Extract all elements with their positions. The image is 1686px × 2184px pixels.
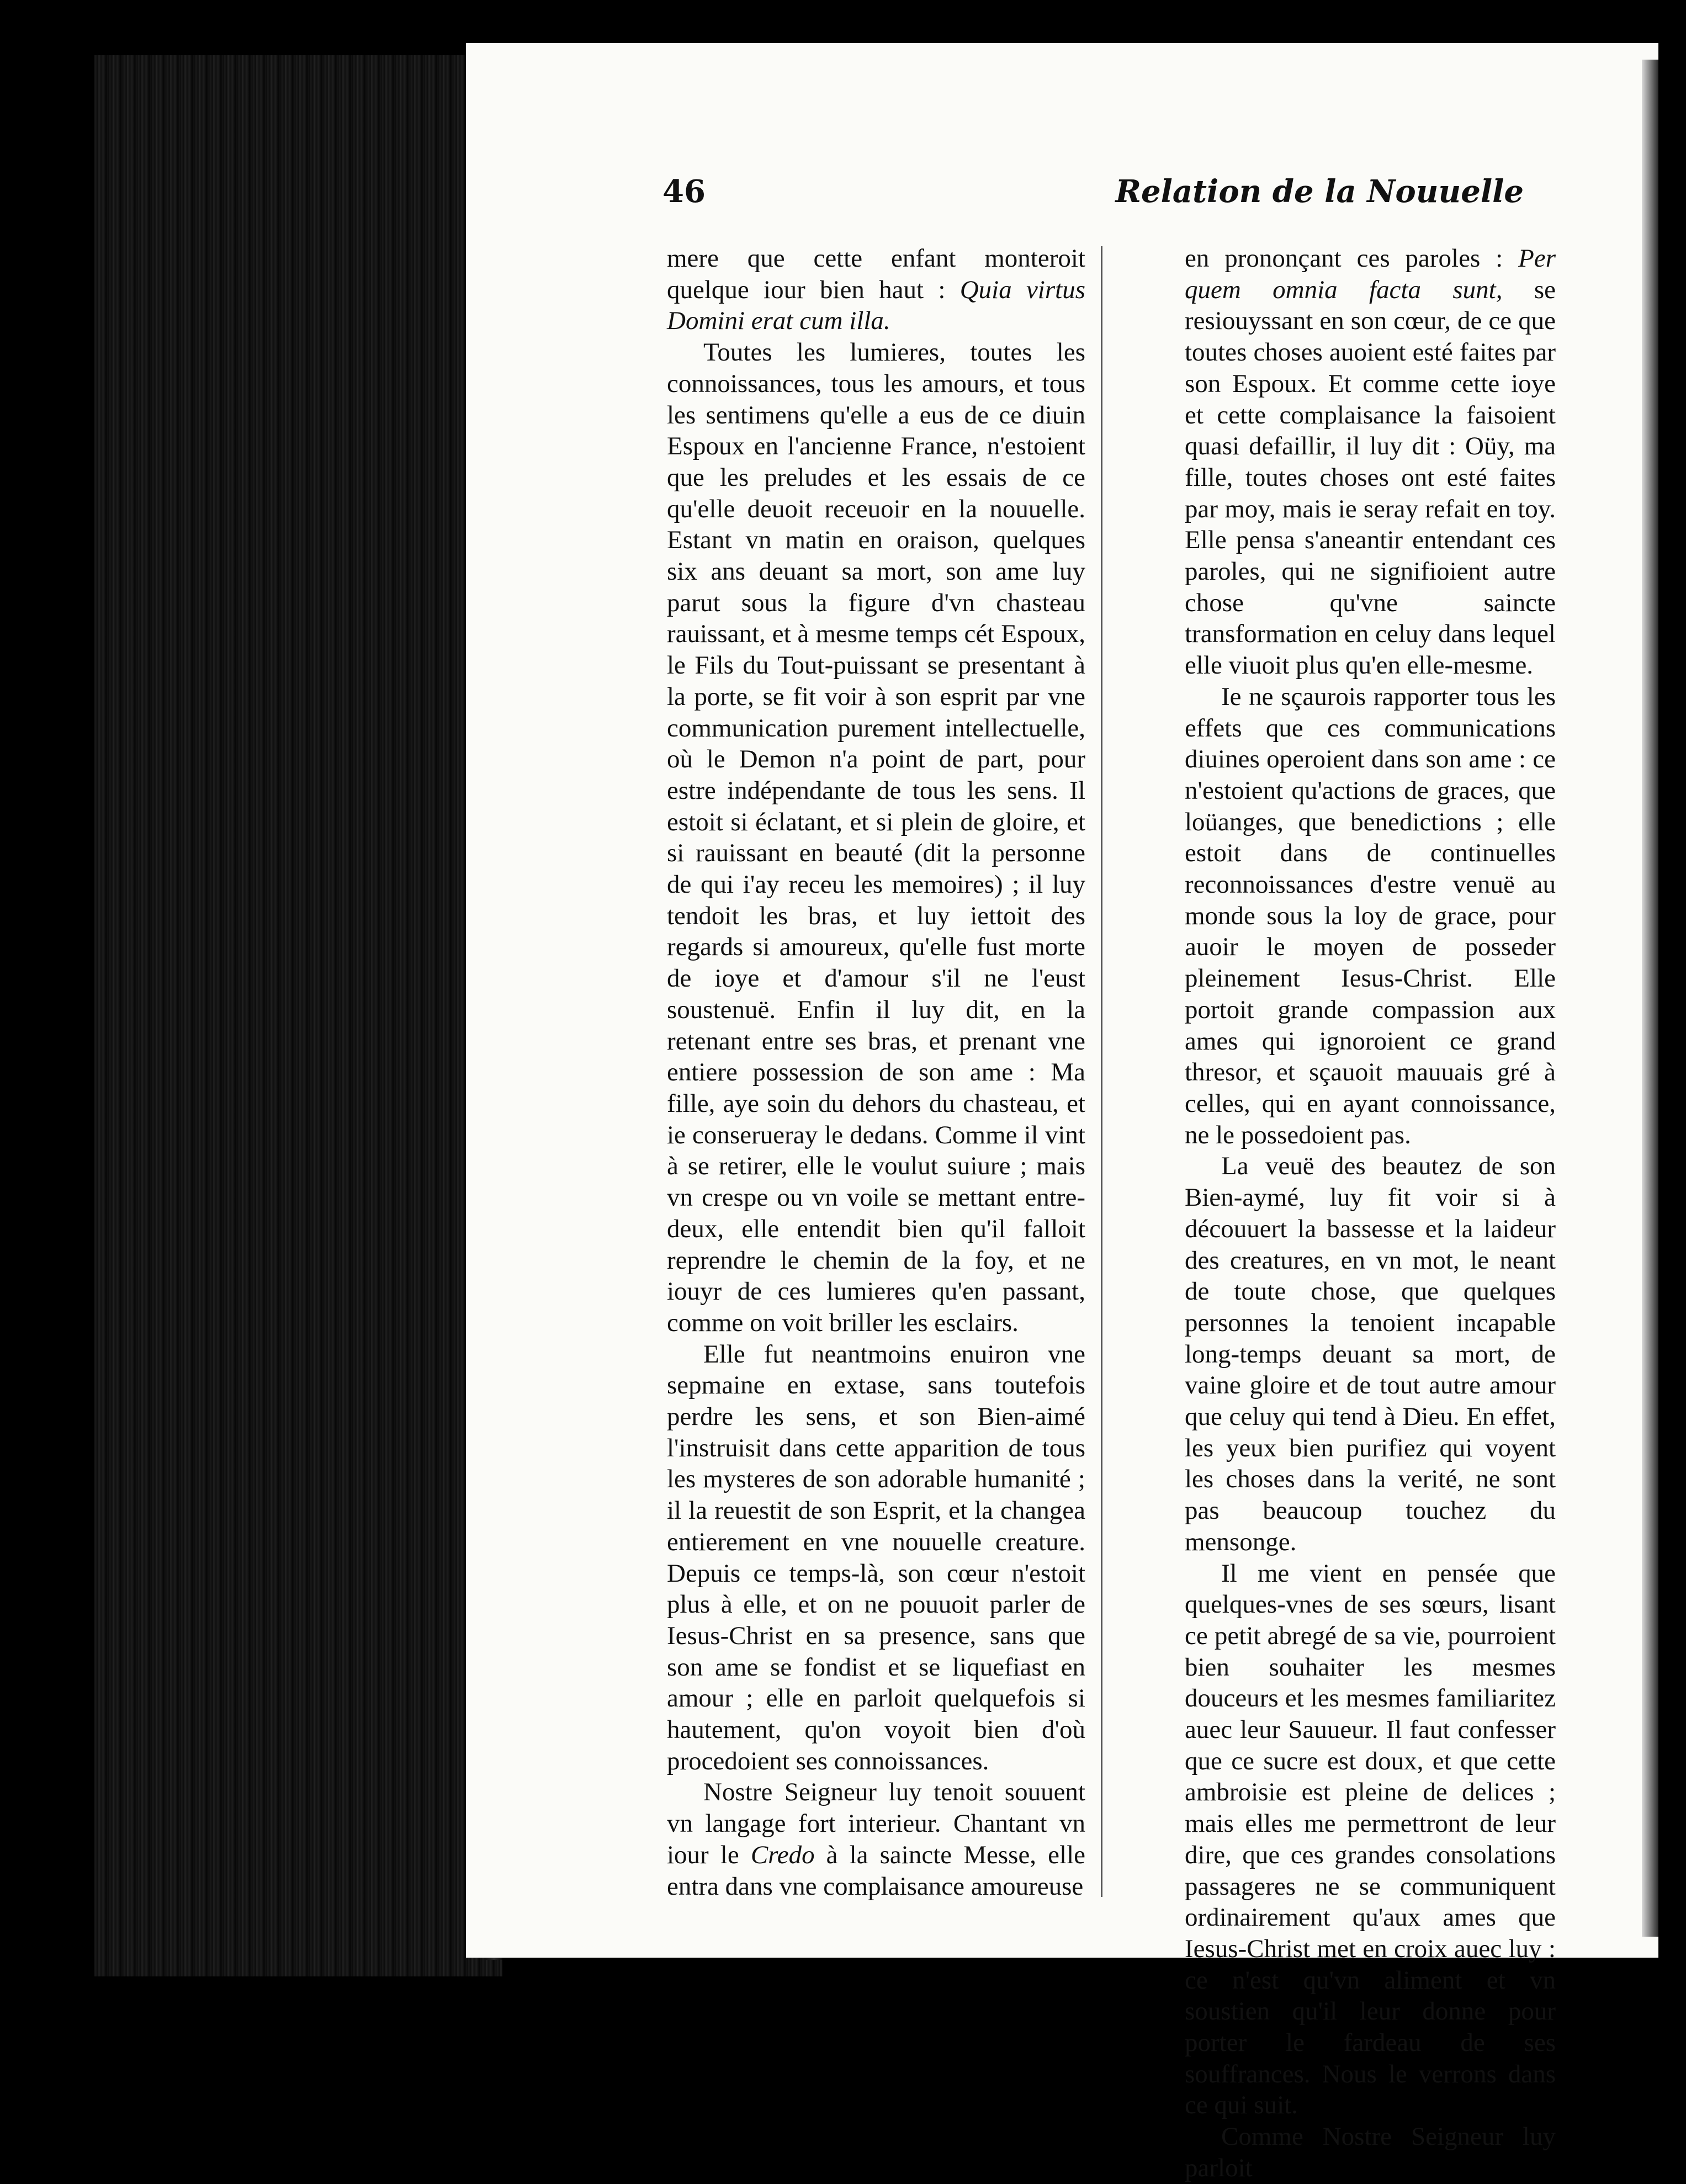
paragraph [1185, 2121, 1556, 2183]
text-segment: Toutes les lumieres, toutes les connoissances, tous les amours, et tous les sentimens qu'elle a eus de ce diuin Espoux en l'ancienne France, n'estoient que les preludes et les essais de ce qu'elle deuoit receuoir en la nouuelle. Estant vn matin en oraison, quelques six ans deuant sa mort, son ame luy parut sous la figure d'vn chasteau rauissant, et à mesme temps cét Espoux, le Fils du Tout-puissant se presentant à la porte, se fit voir à son esprit par vne communication purement intellectuelle, où le Demon n'a point de part, pour estre indépendante de tous les sens. Il estoit si éclatant, et si plein de gloire, et si rauissant en beauté (dit la personne de qui i'ay receu les memoires) ; il luy tendoit les bras, et luy iettoit des regards si amoureux, qu'elle fust morte de ioye et d'amour s'il ne l'eust soustenuë. Enfin il luy dit, en la retenant entre ses bras, et prenant vne entiere possession de son ame : Ma fille, aye soin du dehors du chasteau, et ie conserueray le dedans. Comme il vint à se retirer, elle le voulut suiure ; mais vn crespe ou vn voile se mettant entre-deux, elle entendit bien qu'il falloit reprendre le chemin de la foy, et ne iouyr de ces lumieres qu'en passant, comme on voit briller les esclairs. [667, 338, 1085, 1337]
text-segment: se resiouyssant en son cœur, de ce que toutes choses auoient esté faites par son Espoux. Et comme cette ioye et cette complaisance la faisoient quasi defaillir, il luy dit : Oüy, ma fille, toutes choses ont esté faites par moy, mais ie seray refait en toy. Elle pensa s'aneantir entendant ces paroles, qui ne signifioient autre chose qu'vne saincte transformation en celuy dans lequel elle viuoit plus qu'en elle-mesme. [1185, 275, 1556, 680]
paragraph [1185, 1151, 1556, 1557]
paragraph [1185, 681, 1556, 1151]
text-segment: Elle fut neantmoins enuiron vne sepmaine en extase, sans toutefois perdre les sens, et son Bien-aimé l'instruisit dans cette apparition de tous les mysteres de son adorable humanité ; il la reuestit de son Esprit, et la changea entierement en vne nouuelle creature. Depuis ce temps-là, son cœur n'estoit plus à elle, et on ne pouuoit parler de Iesus-Christ en sa presence, sans que son ame se fondist et se liquefiast en amour ; elle en parloit quelquefois si hautement, qu'on voyoit bien d'où procedoient ses connoissances. [667, 1339, 1085, 1775]
italic-text-segment: Per quem omnia facta sunt, [1185, 244, 1556, 304]
book-spine [94, 55, 502, 1976]
paragraph [667, 243, 1085, 337]
text-segment: en prononçant ces paroles : [1185, 244, 1519, 273]
page-number: 46 [662, 173, 706, 210]
text-segment: La veuë des beautez de son Bien-aymé, luy fit voir si à découuert la bassesse et la laideur des creatures, en vn mot, le neant de toute chose, que quelques personnes la tenoient incapable long-temps deuant sa mort, de vaine gloire et de tout autre amour que celuy qui tend à Dieu. En effet, les yeux bien purifiez qui voyent les choses dans la verité, ne sont pas beaucoup touchez du mensonge. [1185, 1152, 1556, 1556]
text-segment: à la saincte Messe, elle entra dans vne complaisance amoureuse [667, 1840, 1085, 1901]
page-gutter-shadow [1642, 60, 1658, 1937]
book-page [466, 43, 1658, 2182]
running-head [662, 173, 1524, 223]
text-segment: Ie ne sçaurois rapporter tous les effets que ces communications diuines operoient dans son ame : ce n'estoient qu'actions de graces, que loüanges, que benedictions ; elle estoit dans de continuelles reconnoissances d'estre venuë au monde sous la loy de grace, pour auoir le moyen de posseder pleinement Iesus-Christ. Elle portoit grande compassion aux ames qui ignoroient ce grand thresor, et sçauoit mauuais gré à celles, qui en ayant connoissance, ne le possedoient pas. [1185, 682, 1556, 1149]
column-divider [1101, 246, 1102, 1897]
text-segment: Comme Nostre Seigneur luy parloit [1185, 2122, 1556, 2182]
paragraph [667, 1339, 1085, 1777]
text-segment: Il me vient en pensée que quelques-vnes de ses sœurs, lisant ce petit abregé de sa vie, pourroient bien souhaiter les mesmes douceurs et les mesmes familiaritez auec leur Sauueur. Il faut confesser que ce sucre est doux, et que cette ambroisie est pleine de delices ; mais elles me permettront de leur dire, que ces grandes consolations passageres ne se communiquent ordinairement qu'aux ames que Iesus-Christ met en croix auec luy : ce n'est qu'vn aliment et vn soustien qu'il leur donne pour porter le fardeau de ses souffrances. Nous le verrons dans ce qui suit. [1185, 1559, 1556, 2120]
text-segment: Nostre Seigneur luy tenoit souuent vn langage fort interieur. Chantant vn iour le [667, 1778, 1085, 1869]
left-text-column [667, 243, 1085, 1902]
italic-text-segment: Quia virtus Domini erat cum illa. [667, 275, 1086, 336]
paragraph [667, 337, 1085, 1339]
paragraph [667, 1777, 1085, 1902]
paragraph [1185, 243, 1556, 681]
text-segment: mere que cette enfant monteroit quelque iour bien haut : [667, 244, 1085, 304]
right-text-column [1185, 243, 1556, 2184]
paragraph [1185, 1558, 1556, 2122]
italic-text-segment: Credo [750, 1840, 815, 1869]
running-title: Relation de la Nouuelle [1115, 173, 1524, 210]
